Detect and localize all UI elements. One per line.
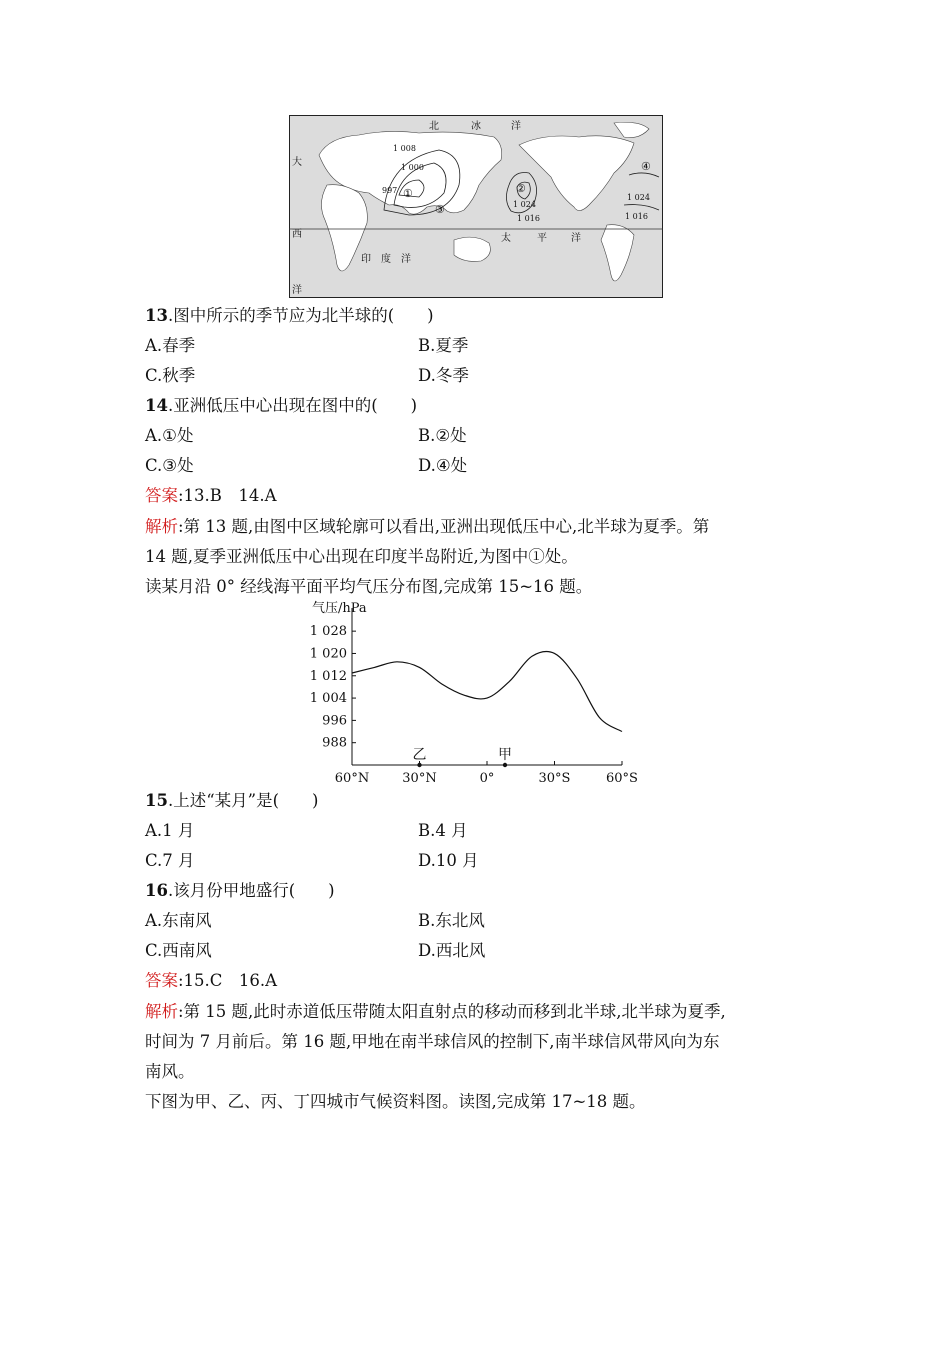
- section-intro: 下图为甲、乙、丙、丁四城市气候资料图。读图,完成第 17~18 题。: [145, 1092, 646, 1111]
- explanation-line: 南风。: [145, 1062, 195, 1081]
- isobar-label: 1 000: [401, 163, 424, 172]
- explanation-text: :第 13 题,由图中区域轮廓可以看出,亚洲出现低压中心,北半球为夏季。第: [178, 517, 710, 536]
- options-row: [145, 850, 479, 872]
- option-a: A.①处: [145, 426, 194, 445]
- question-number: 15: [145, 791, 168, 810]
- options-row: [145, 455, 468, 477]
- y-tick-label: 1 028: [309, 624, 347, 640]
- explanation-line: 时间为 7 月前后。第 16 题,甲地在南半球信风的控制下,南半球信风带风向为东: [145, 1032, 720, 1051]
- y-tick-label: 1 004: [309, 691, 347, 707]
- y-tick-label: 1 020: [309, 646, 347, 662]
- option-b: B.②处: [418, 426, 467, 445]
- ocean-label-indian-3: 洋: [401, 254, 411, 265]
- options-row: [145, 335, 469, 357]
- option-a: A.春季: [145, 336, 196, 355]
- answer-label: 答案: [145, 486, 178, 505]
- y-tick-label: 988: [322, 735, 347, 751]
- ocean-label-atlantic-2: 西: [292, 229, 302, 240]
- section-intro: 读某月沿 0° 经线海平面平均气压分布图,完成第 15~16 题。: [145, 577, 593, 596]
- isobar-label: 1 024: [627, 193, 650, 202]
- x-tick-label: 30°S: [538, 771, 571, 786]
- pressure-curve: [352, 651, 622, 731]
- answer-label: 答案: [145, 971, 178, 990]
- answer-line: [145, 485, 277, 507]
- ocean-label-atlantic-1: 大: [292, 157, 302, 168]
- option-b: B.4 月: [418, 821, 468, 840]
- option-d: D.西北风: [418, 941, 486, 960]
- answer-text: :15.C 16.A: [178, 971, 278, 990]
- option-b: B.东北风: [418, 911, 485, 930]
- explanation-label: 解析: [145, 517, 178, 536]
- ocean-label-pacific-3: 洋: [571, 233, 581, 244]
- pressure-profile-chart: [300, 598, 650, 788]
- question-13: [145, 305, 434, 327]
- ocean-label-arctic-2: 冰: [471, 121, 481, 132]
- answer-line: [145, 970, 277, 992]
- ocean-label-arctic-3: 洋: [511, 121, 521, 132]
- option-c: C.秋季: [145, 366, 196, 385]
- world-pressure-map: [289, 115, 663, 298]
- marker-3: ③: [435, 203, 445, 216]
- explanation-text: :第 15 题,此时赤道低压带随太阳直射点的移动而移到北半球,北半球为夏季,: [178, 1002, 726, 1021]
- x-tick-label: 60°S: [606, 771, 638, 786]
- marker-2: ②: [516, 182, 526, 195]
- marker-4: ④: [641, 160, 651, 173]
- y-axis-label: 气压/hPa: [312, 601, 367, 616]
- isobar-label: 1 016: [517, 214, 540, 223]
- option-d: D.10 月: [418, 851, 479, 870]
- isobar-label: 997: [382, 186, 398, 195]
- location-label: 乙: [412, 747, 427, 763]
- question-stem: .该月份甲地盛行( ): [167, 881, 335, 900]
- explanation-line: 14 题,夏季亚洲低压中心出现在印度半岛附近,为图中①处。: [145, 547, 578, 566]
- x-tick-label: 60°N: [334, 771, 370, 786]
- explanation-line: [145, 516, 709, 538]
- isobar-label: 1 016: [625, 212, 648, 221]
- option-d: D.冬季: [418, 366, 469, 385]
- marker-1: ①: [403, 187, 413, 200]
- ocean-label-arctic-1: 北: [429, 121, 439, 132]
- option-c: C.③处: [145, 456, 194, 475]
- option-d: D.④处: [418, 456, 468, 475]
- option-a: A.1 月: [145, 821, 195, 840]
- explanation-line: [145, 1001, 726, 1023]
- options-row: [145, 425, 467, 447]
- question-stem: .上述“某月”是( ): [167, 791, 319, 810]
- question-stem: .图中所示的季节应为北半球的( ): [167, 306, 434, 325]
- option-b: B.夏季: [418, 336, 469, 355]
- option-a: A.东南风: [145, 911, 212, 930]
- question-number: 14: [145, 396, 168, 415]
- location-point: [503, 763, 507, 767]
- question-14: [145, 395, 417, 417]
- question-15: [145, 790, 318, 812]
- options-row: [145, 940, 486, 962]
- explanation-label: 解析: [145, 1002, 178, 1021]
- option-c: C.7 月: [145, 851, 195, 870]
- y-tick-label: 1 012: [309, 668, 347, 684]
- options-row: [145, 365, 469, 387]
- question-stem: .亚洲低压中心出现在图中的( ): [167, 396, 418, 415]
- y-tick-label: 996: [322, 713, 347, 729]
- x-tick-label: 30°N: [402, 771, 437, 786]
- ocean-label-pacific-1: 太: [501, 233, 511, 244]
- ocean-label-indian-2: 度: [381, 254, 391, 265]
- options-row: [145, 910, 485, 932]
- isobar-label: 1 008: [393, 144, 416, 153]
- ocean-label-indian-1: 印: [361, 254, 371, 265]
- x-tick-label: 0°: [479, 771, 495, 786]
- isobar-label: 1 024: [513, 200, 536, 209]
- location-point: [417, 763, 421, 767]
- question-16: [145, 880, 335, 902]
- answer-text: :13.B 14.A: [178, 486, 277, 505]
- question-number: 16: [145, 881, 168, 900]
- options-row: [145, 820, 468, 842]
- location-label: 甲: [498, 747, 512, 763]
- ocean-label-pacific-2: 平: [537, 233, 547, 244]
- ocean-label-atlantic-3: 洋: [292, 285, 302, 296]
- option-c: C.西南风: [145, 941, 212, 960]
- question-number: 13: [145, 306, 168, 325]
